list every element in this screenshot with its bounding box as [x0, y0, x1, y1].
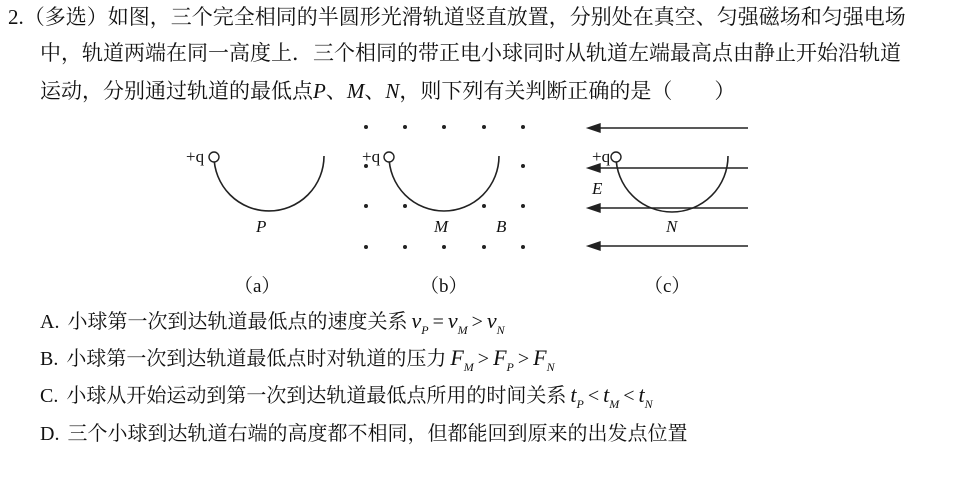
formula-operator: > — [517, 348, 530, 370]
formula-operator: = — [432, 311, 444, 333]
figure-b — [362, 125, 525, 297]
formula-subscript: M — [609, 397, 620, 411]
option-text: 三个小球到达轨道右端的高度都不相同，但都能回到原来的出发点位置 — [67, 421, 688, 445]
question-line-1 — [8, 2, 906, 32]
point-label-n: N — [666, 217, 678, 236]
figure-c — [588, 124, 748, 297]
question-line-2 — [40, 38, 901, 68]
formula-variable: t — [603, 382, 610, 407]
formula-variable: v — [411, 308, 422, 333]
question-text-3: 运动，分别通过轨道的最低点 — [40, 79, 313, 103]
formula-subscript: M — [463, 360, 474, 374]
question-text-1: 如图，三个完全相同的半圆形光滑轨道竖直放置，分别处在真空、匀强磁场和匀强电场 — [107, 5, 906, 29]
charge-label-a: +q — [186, 147, 205, 166]
field-label-e: E — [592, 179, 603, 198]
option-formula — [450, 345, 555, 374]
point-label-p: P — [256, 217, 267, 236]
point-p-ref: P — [313, 79, 326, 103]
option-a[interactable] — [40, 306, 505, 345]
caption-b: （b） — [420, 276, 468, 297]
option-b[interactable] — [40, 343, 555, 382]
caption-a: （a） — [234, 276, 281, 297]
formula-variable: t — [570, 382, 577, 407]
field-label-b: B — [496, 217, 507, 236]
option-letter: C. — [40, 385, 59, 407]
option-formula — [411, 308, 505, 337]
question-line-3 — [40, 76, 735, 106]
option-text: 小球第一次到达轨道最低点时对轨道的压力 — [66, 346, 447, 370]
ball-c — [611, 152, 621, 162]
formula-operator: > — [471, 311, 483, 333]
point-m-ref: M — [346, 79, 365, 103]
formula-variable: F — [493, 345, 507, 370]
option-formula — [570, 382, 653, 411]
option-d[interactable] — [40, 418, 687, 449]
point-n-ref: N — [385, 79, 400, 103]
question-text-2: 中，轨道两端在同一高度上．三个相同的带正电小球同时从轨道左端最高点由静止开始沿轨道 — [40, 41, 901, 65]
formula-operator: > — [477, 348, 490, 370]
formula-subscript: P — [576, 397, 584, 411]
formula-subscript: N — [644, 397, 653, 411]
track-b — [389, 156, 499, 211]
option-letter: A. — [40, 311, 60, 333]
option-text: 小球第一次到达轨道最低点的速度关系 — [67, 309, 408, 333]
formula-variable: F — [533, 345, 547, 370]
point-label-m: M — [434, 217, 449, 236]
track-c — [616, 156, 728, 212]
option-letter: D. — [40, 423, 60, 445]
question-tag: （多选） — [23, 5, 108, 29]
ball-b — [384, 152, 394, 162]
formula-operator: < — [623, 385, 635, 407]
figure-a — [186, 147, 324, 297]
question-text-3-end: ，则下列有关判断正确的是（ ） — [399, 79, 736, 103]
option-text: 小球从开始运动到第一次到达轨道最低点所用的时间关系 — [66, 383, 567, 407]
caption-c: （c） — [644, 276, 691, 297]
formula-variable: v — [447, 308, 458, 333]
formula-subscript: N — [546, 360, 555, 374]
option-c[interactable] — [40, 380, 653, 419]
formula-subscript: P — [506, 360, 514, 374]
option-letter: B. — [40, 348, 59, 370]
separator: 、 — [364, 79, 386, 103]
formula-subscript: P — [421, 323, 429, 337]
formula-variable: v — [486, 308, 497, 333]
charge-label-b: +q — [362, 147, 381, 166]
charge-label-c: +q — [592, 147, 611, 166]
formula-subscript: M — [457, 323, 468, 337]
formula-variable: F — [450, 345, 464, 370]
physics-figure — [0, 112, 960, 302]
question-number: 2. — [8, 5, 24, 29]
formula-subscript: N — [496, 323, 505, 337]
track-a — [214, 156, 324, 211]
formula-variable: t — [638, 382, 645, 407]
separator: 、 — [325, 79, 347, 103]
formula-operator: < — [587, 385, 600, 407]
ball-a — [209, 152, 219, 162]
